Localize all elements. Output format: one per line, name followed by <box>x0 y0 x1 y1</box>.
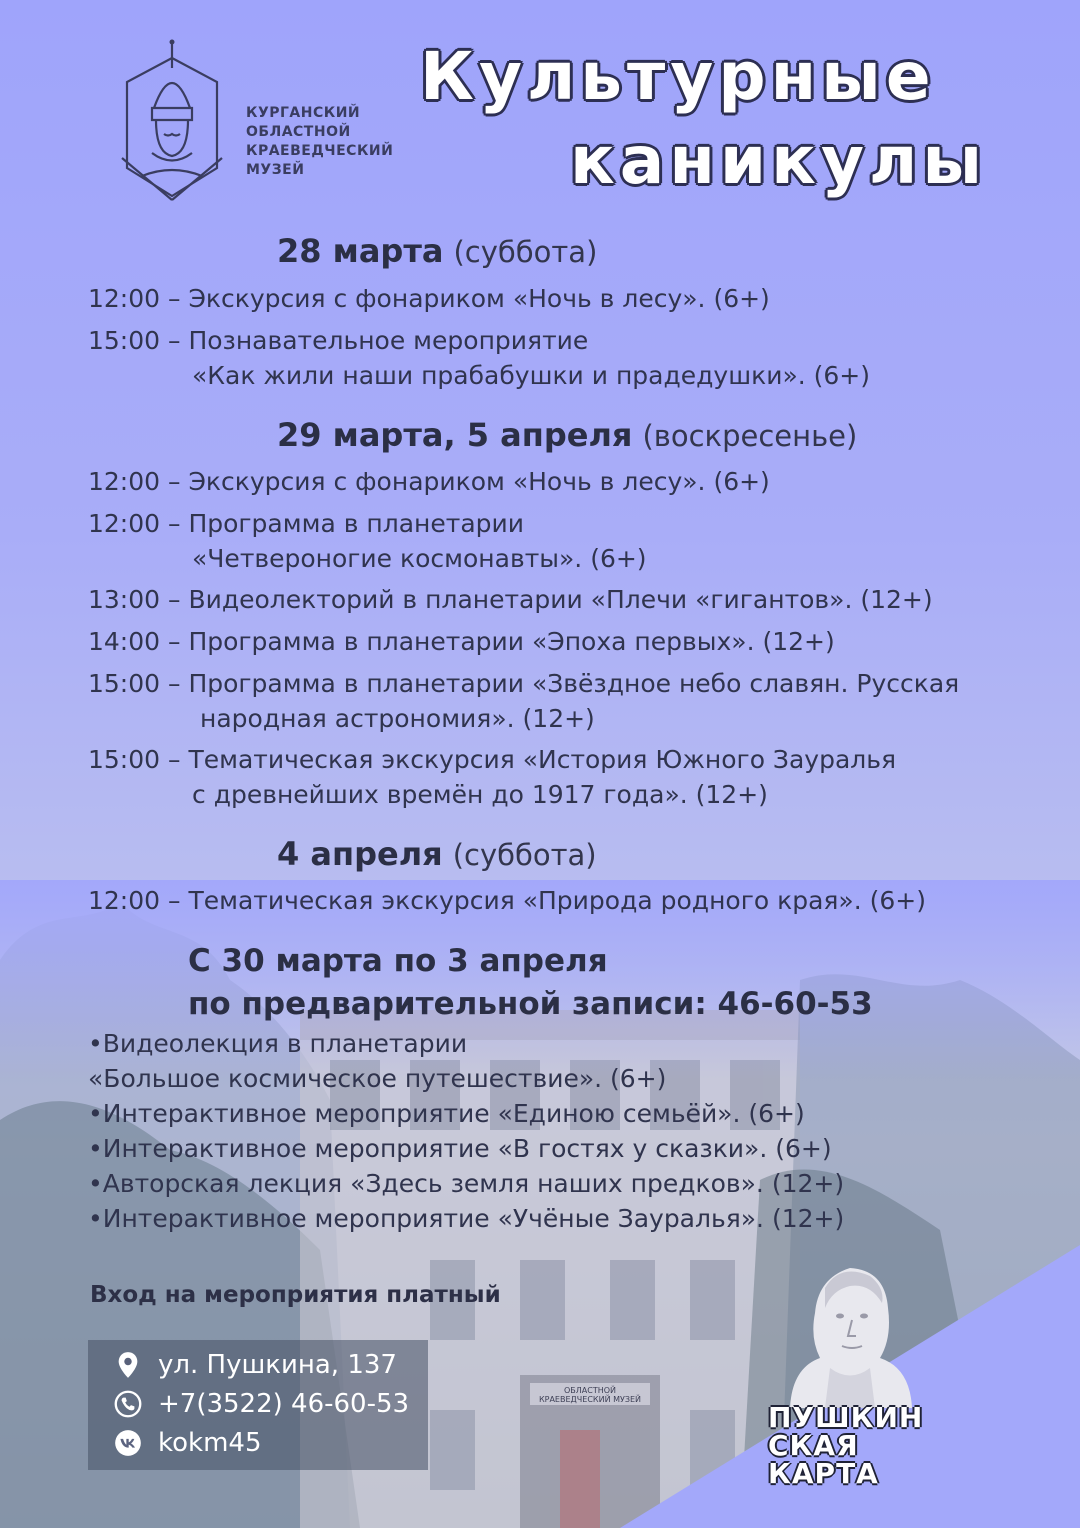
event-text: – Тематическая экскурсия «История Южного Зауралья <box>168 745 897 774</box>
event-item <box>88 506 647 576</box>
day-date: 29 марта, 5 апреля <box>277 416 633 454</box>
pushkin-card-line1: ПУШКИН <box>768 1401 924 1434</box>
event-time: 13:00 <box>88 585 161 614</box>
address-row <box>114 1346 397 1384</box>
booking-heading-line2: по предварительной записи: 46-60-53 <box>188 986 873 1022</box>
list-item: •Интерактивное мероприятие «Учёные Зауралья». (12+) <box>88 1204 845 1233</box>
event-item <box>88 281 770 316</box>
phone-icon <box>114 1390 142 1418</box>
event-item <box>88 464 770 499</box>
day-heading <box>277 416 857 454</box>
event-text: – Программа в планетарии <box>168 509 525 538</box>
event-text: – Программа в планетарии «Звёздное небо славян. Русская <box>168 669 960 698</box>
phone-row[interactable] <box>114 1385 409 1423</box>
contacts-box <box>88 1340 428 1470</box>
event-text: – Экскурсия с фонариком «Ночь в лесу». (6+) <box>168 284 770 313</box>
building-sign-line2: КРАЕВЕДЧЕСКИЙ МУЗЕЙ <box>538 1395 642 1404</box>
event-time: 15:00 <box>88 326 161 355</box>
pushkin-bust-icon <box>770 1258 930 1408</box>
event-time: 12:00 <box>88 467 161 496</box>
list-item: •Интерактивное мероприятие «Единою семьёй». (6+) <box>88 1099 805 1128</box>
day-weekday: (суббота) <box>453 235 598 269</box>
event-time: 12:00 <box>88 509 161 538</box>
event-item <box>88 624 835 659</box>
page-title-line1: Культурные <box>420 38 936 115</box>
pushkin-card-logo <box>764 1401 927 1490</box>
vk-row[interactable] <box>114 1424 262 1462</box>
phone-text[interactable]: +7(3522) 46-60-53 <box>158 1389 410 1419</box>
event-text: – Познавательное мероприятие <box>168 326 589 355</box>
pushkin-card-line3: КАРТА <box>768 1457 879 1490</box>
pushkin-card-line2: СКАЯ <box>768 1429 859 1462</box>
event-time: 12:00 <box>88 284 161 313</box>
vk-icon <box>114 1429 142 1457</box>
list-item: «Большое космическое путешествие». (6+) <box>88 1064 667 1093</box>
event-text: – Программа в планетарии «Эпоха первых». (12+) <box>168 627 835 656</box>
event-time: 15:00 <box>88 669 161 698</box>
museum-name-line: ОБЛАСТНОЙ <box>246 124 351 140</box>
event-text-continued: с древнейших времён до 1917 года». (12+) <box>192 780 768 809</box>
event-time: 15:00 <box>88 745 161 774</box>
event-item <box>88 323 870 393</box>
event-text-continued: «Четвероногие космонавты». (6+) <box>192 544 647 573</box>
building-sign-line1: ОБЛАСТНОЙ <box>563 1386 617 1395</box>
day-weekday: (суббота) <box>452 838 597 872</box>
event-text-continued: «Как жили наши прабабушки и прадедушки». (6+) <box>192 361 870 390</box>
list-item: •Видеолекция в планетарии <box>88 1029 468 1058</box>
day-weekday: (воскресенье) <box>642 419 858 453</box>
day-date: 28 марта <box>277 232 444 270</box>
entry-note: Вход на мероприятия платный <box>90 1282 501 1308</box>
event-item <box>88 582 933 617</box>
museum-name-line: КУРГАНСКИЙ <box>246 105 361 121</box>
address-text: ул. Пушкина, 137 <box>158 1350 397 1380</box>
day-heading <box>277 835 597 873</box>
event-time: 14:00 <box>88 627 161 656</box>
event-text: – Тематическая экскурсия «Природа родного края». (6+) <box>168 886 926 915</box>
vk-text[interactable]: kokm45 <box>158 1428 262 1458</box>
booking-list <box>88 1026 844 1236</box>
booking-heading <box>188 940 873 1026</box>
event-text-continued: народная астрономия». (12+) <box>200 704 595 733</box>
location-pin-icon <box>114 1351 142 1379</box>
booking-heading-line1: С 30 марта по 3 апреля <box>188 943 608 979</box>
day-heading <box>277 232 597 270</box>
event-item <box>88 742 896 812</box>
list-item: •Интерактивное мероприятие «В гостях у сказки». (6+) <box>88 1134 832 1163</box>
event-item <box>88 666 959 736</box>
event-item <box>88 883 926 918</box>
event-text: – Видеолекторий в планетарии «Плечи «гигантов». (12+) <box>168 585 933 614</box>
museum-name <box>246 104 393 180</box>
day-date: 4 апреля <box>277 835 443 873</box>
event-text: – Экскурсия с фонариком «Ночь в лесу». (6+) <box>168 467 770 496</box>
page-title-line2: каникулы <box>570 122 988 199</box>
event-time: 12:00 <box>88 886 161 915</box>
museum-name-line: МУЗЕЙ <box>246 162 305 178</box>
museum-name-line: КРАЕВЕДЧЕСКИЙ <box>246 143 394 159</box>
list-item: •Авторская лекция «Здесь земля наших предков». (12+) <box>88 1169 845 1198</box>
